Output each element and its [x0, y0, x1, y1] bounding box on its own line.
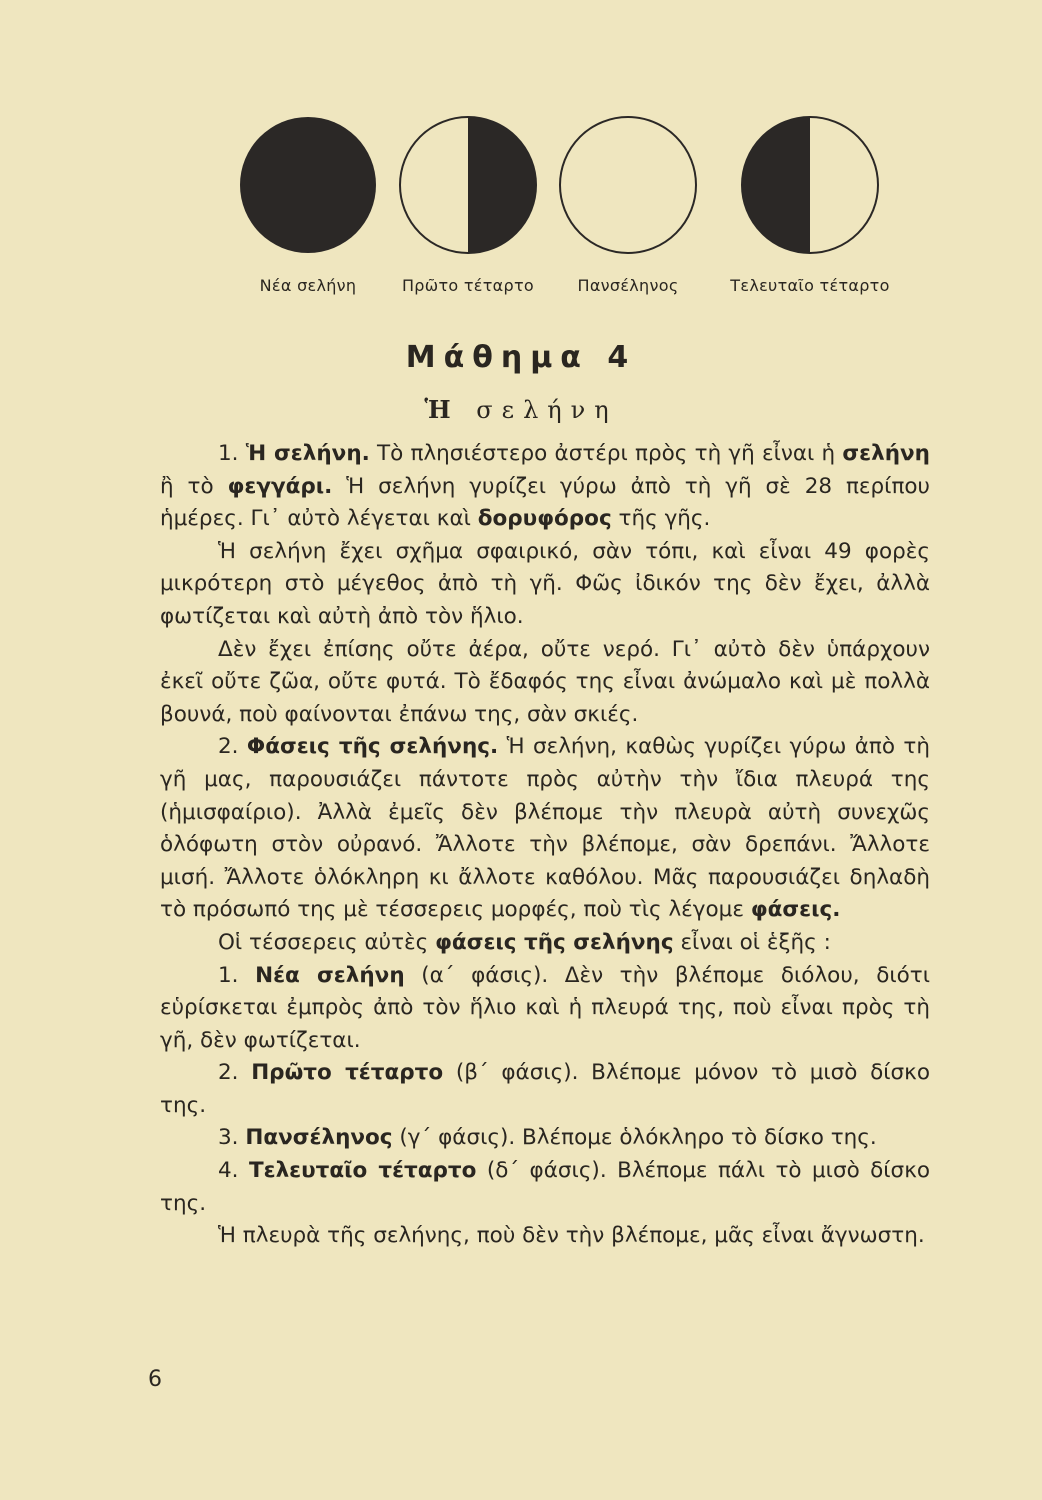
- bold-term: Πανσέληνος: [245, 1125, 393, 1151]
- phase-first-quarter: [393, 110, 543, 295]
- text-run: Οἱ τέσσερεις αὐτὲς: [218, 929, 429, 955]
- section-number: 2.: [218, 734, 239, 760]
- paragraph-1: [160, 438, 930, 536]
- section-heading: Ἡ σελήνη.: [245, 441, 370, 466]
- phase-item-4: [160, 1155, 930, 1220]
- full-moon-icon: [553, 110, 703, 260]
- subtitle-article: Ἡ: [424, 395, 460, 424]
- text-run: (γ΄ φάσις). Βλέπομε ὁλόκληρο τὸ δίσκο της.: [399, 1125, 877, 1151]
- paragraph-3: Δὲν ἔχει ἐπίσης οὔτε ἀέρα, οὔτε νερό. Γι᾽ αὐτὸ δὲν ὑπάρχουν ἐκεῖ οὔτε ζῶα, οὔτε φυτά. Τὸ ἔδαφός της εἶναι ἀνώμαλο καὶ μὲ πολλὰ βουνά, ποὺ φαίνονται ἐπάνω της, σὰν σκιές.: [160, 636, 930, 727]
- bold-term: Πρῶτο τέταρτο: [251, 1060, 444, 1086]
- phase-label: Πανσέληνος: [577, 276, 679, 295]
- paragraph-4: [160, 731, 930, 927]
- lesson-body: [160, 438, 930, 1253]
- bold-term: Νέα σελήνη: [255, 962, 405, 988]
- phase-label: Πρῶτο τέταρτο: [401, 276, 535, 295]
- bold-term: δορυφόρος: [477, 506, 612, 532]
- phase-item-2: [160, 1057, 930, 1122]
- item-number: 2.: [218, 1060, 239, 1086]
- phase-item-3: [160, 1122, 930, 1155]
- phase-new-moon: [233, 110, 383, 295]
- bold-term: Τελευταῖο τέταρτο: [248, 1158, 477, 1184]
- item-number: 4.: [218, 1158, 239, 1184]
- paragraph-5: [160, 927, 930, 960]
- phase-item-1: [160, 960, 930, 1058]
- new-moon-icon: [233, 110, 383, 260]
- lesson-title: Μάθημα 4: [405, 340, 637, 375]
- text-run: Ἡ σελήνη, καθὼς γυρίζει γύρω ἀπὸ τὴ γῆ μας, παρουσιάζει πάντοτε πρὸς αὐτὴν τὴν ἴδια πλευρά της (ἡμισφαίριο). Ἀλλὰ ἐμεῖς δὲν βλέπομε τὴν πλευρὰ αὐτὴ συνεχῶς ὁλόφωτη στὸν οὐρανό. Ἄλλοτε τὴν βλέπομε, σὰν δρεπάνι. Ἄλλοτε μισή. Ἄλλοτε ὁλόκληρη κι ἄλλοτε καθόλου. Μᾶς παρουσιάζει δηλαδὴ τὸ πρόσωπό της μὲ τέσσερεις μορφές, ποὺ τὶς λέγομε: [160, 734, 930, 923]
- item-number: 1.: [218, 962, 239, 988]
- section-heading: Φάσεις τῆς σελήνης.: [246, 734, 499, 760]
- text-run: Τὸ πλησιέστερο ἀστέρι πρὸς τὴ γῆ εἶναι ἡ: [377, 441, 836, 466]
- bold-term: φάσεις τῆς σελήνης: [435, 929, 674, 955]
- phase-full-moon: [553, 110, 703, 295]
- page-number: 6: [148, 1367, 162, 1392]
- text-run: τῆς γῆς.: [618, 506, 711, 532]
- item-number: 3.: [218, 1125, 239, 1151]
- text-run: (β΄ φάσις). Βλέπομε μόνον τὸ μισὸ δίσκο της.: [160, 1060, 930, 1118]
- moon-phases-figure: [235, 110, 895, 300]
- phase-label: Τελευταῖο τέταρτο: [730, 276, 890, 295]
- phase-last-quarter: [725, 110, 895, 295]
- bold-term: σελήνη: [842, 441, 930, 466]
- text-run: Ἡ σελήνη γυρίζει γύρω ἀπὸ τὴ γῆ σὲ 28 περίπου ἡμέρες. Γι᾽ αὐτὸ λέγεται καὶ: [160, 473, 930, 532]
- paragraph-2: Ἡ σελήνη ἔχει σχῆμα σφαιρικό, σὰν τόπι, καὶ εἶναι 49 φορὲς μικρότερη στὸ μέγεθος ἀπὸ τὴ γῆ. Φῶς ἰδικόν της δὲν ἔχει, ἀλλὰ φωτίζεται καὶ αὐτὴ ἀπὸ τὸν ἥλιο.: [160, 538, 930, 629]
- text-run: εἶναι οἱ ἑξῆς :: [680, 929, 831, 955]
- bold-term: φάσεις.: [750, 897, 841, 923]
- text-run: (α΄ φάσις). Δὲν τὴν βλέπομε διόλου, διότι εὑρίσκεται ἐμπρὸς ἀπὸ τὸν ἥλιο καὶ ἡ πλευρά της, ποὺ εἶναι πρὸς τὴ γῆ, δὲν φωτίζεται.: [160, 962, 930, 1053]
- text-run: (δ΄ φάσις). Βλέπομε πάλι τὸ μισὸ δίσκο της.: [160, 1158, 931, 1216]
- section-number: 1.: [218, 441, 239, 466]
- subtitle-word: σελήνη: [476, 396, 618, 424]
- lesson-subtitle: [0, 395, 1042, 424]
- paragraph-closing: Ἡ πλευρὰ τῆς σελήνης, ποὺ δὲν τὴν βλέπομε, μᾶς εἶναι ἄγνωστη.: [218, 1223, 925, 1249]
- text-run: ἢ τὸ: [160, 473, 214, 499]
- bold-term: φεγγάρι.: [227, 473, 333, 499]
- phase-label: Νέα σελήνη: [259, 276, 357, 295]
- last-quarter-icon: [735, 110, 885, 260]
- first-quarter-icon: [393, 110, 543, 260]
